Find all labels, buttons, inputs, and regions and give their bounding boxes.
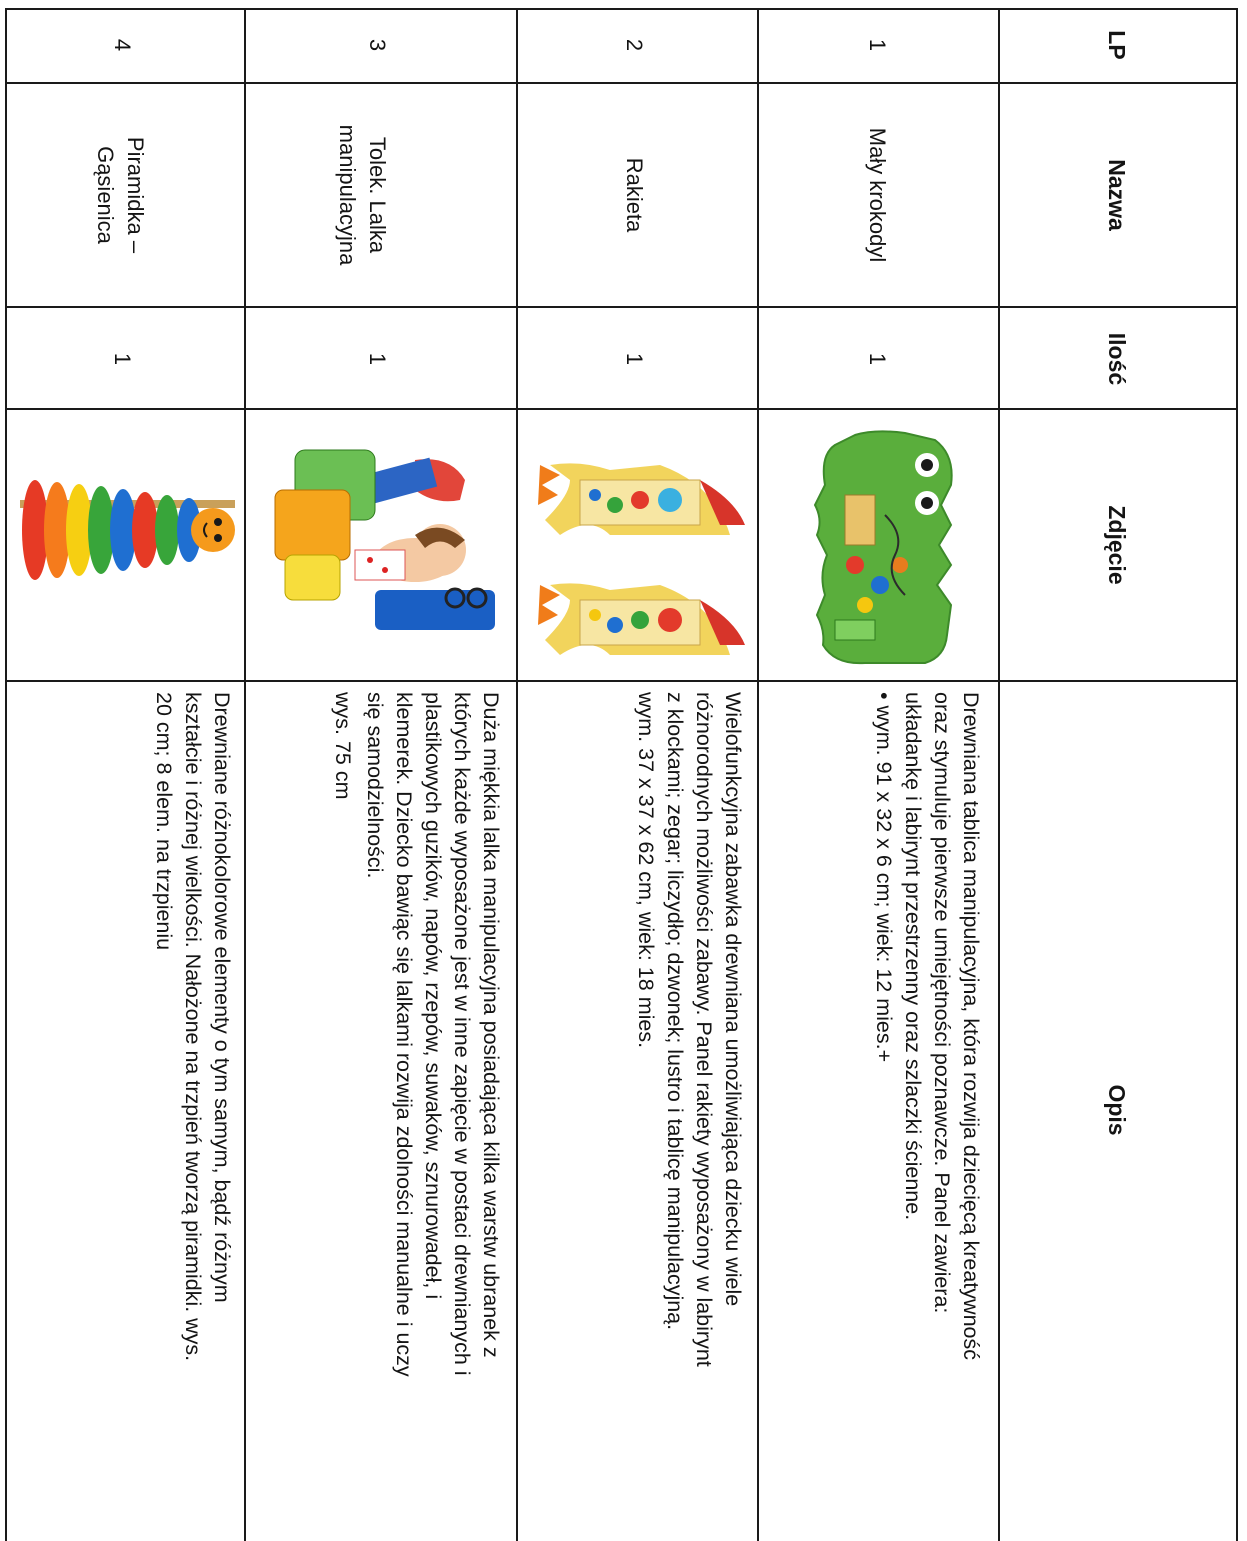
caterpillar-pyramid-image: [15, 475, 235, 585]
header-ilosc: Ilość: [1104, 332, 1130, 386]
row3-opis-line: się samodzielności.: [363, 692, 387, 879]
row3-opis-line: których każde wyposażone jest w inne zapięcie w postaci drewnianych i: [450, 692, 474, 1376]
row4-opis: [149, 692, 236, 1361]
header-opis: Opis: [1104, 1084, 1130, 1136]
row3-opis-line: Duża miękkia lalka manipulacyjna posiadająca kilka warstw ubranek z: [479, 692, 503, 1358]
table-border: [516, 8, 518, 1541]
row3-nazwa: [332, 95, 392, 295]
row3-lp: 3: [365, 38, 390, 52]
rocket-wall-panel-image: [530, 425, 750, 670]
table-border: [5, 680, 1237, 682]
row3-opis-line: klemerek. Dziecko bawiąc się lalkami rozwija zdolności manualne i uczy: [392, 692, 416, 1377]
table-border: [998, 8, 1000, 1541]
row1-opis-line: oraz stymuluje pierwsze umiejętności poznawcze. Panel zawiera:: [930, 692, 954, 1314]
crocodile-wall-panel-image: [805, 425, 960, 670]
row2-opis: [631, 692, 747, 1367]
row2-opis-line: wym. 37 x 37 x 62 cm, wiek: 18 mies.: [634, 692, 658, 1049]
table-border: [757, 8, 759, 1541]
header-zdjecie: Zdjęcie: [1104, 505, 1130, 585]
row3-opis: [328, 692, 505, 1377]
row1-nazwa: Mały krokodyl: [865, 127, 890, 263]
table-border: [5, 8, 7, 1541]
row3-nazwa-line1: Tolek. Lalka: [365, 136, 390, 254]
row1-opis-line: • wym. 91 x 32 x 6 cm; wiek: 12 mies.+: [872, 692, 896, 1063]
row3-opis-line: plastikowych guzików, napów, rzepów, suwaków, sznurowadeł, i: [421, 692, 445, 1300]
row4-lp: 4: [110, 38, 135, 52]
row2-nazwa: Rakieta: [622, 157, 647, 233]
row4-opis-line: kształcie i różnej wielkości. Nałożone na trzpień tworzą piramidki. wys.: [181, 692, 205, 1362]
row3-nazwa-line2: manipulacyjna: [335, 124, 360, 266]
row4-ilosc: 1: [110, 352, 135, 366]
row2-opis-line: Wielofunkcyjna zabawka drewniana umożliwiająca dziecku wiele: [721, 692, 745, 1307]
header-lp: LP: [1104, 30, 1130, 60]
table-border: [5, 306, 1237, 308]
row4-nazwa-line2: Gąsienica: [93, 146, 118, 244]
row1-opis: [869, 692, 985, 1360]
row1-opis-line: układankę i labirynt przestrzenny oraz szlaczki ścienne.: [901, 692, 925, 1221]
table-border: [5, 408, 1237, 410]
row4-opis-line: Drewniane różnokolorowe elementy o tym samym, bądź różnym: [210, 692, 234, 1303]
row1-lp: 1: [865, 38, 890, 52]
table-border: [5, 82, 1237, 84]
row3-opis-line: wys. 75 cm: [331, 692, 355, 800]
row1-ilosc: 1: [865, 352, 890, 366]
row3-ilosc: 1: [365, 352, 390, 366]
table-border: [1236, 8, 1238, 1541]
manipulative-doll-image: [265, 430, 505, 640]
header-nazwa: Nazwa: [1104, 159, 1130, 231]
row2-opis-line: różnorodnych możliwości zabawy. Panel rakiety wyposażony w labirynt: [692, 692, 716, 1367]
row2-ilosc: 1: [622, 352, 647, 366]
row2-lp: 2: [622, 38, 647, 52]
row2-opis-line: z klockami; zegar; liczydło; dzwonek; lustro i tablicę manipulacyjną.: [663, 692, 687, 1331]
row4-opis-line: 20 cm; 8 elem. na trzpieniu: [152, 692, 176, 951]
row4-nazwa-line1: Piramidka –: [123, 136, 148, 254]
table-border: [244, 8, 246, 1541]
row1-opis-line: Drewniana tablica manipulacyjna, która rozwija dziecięcą kreatywność: [959, 692, 983, 1361]
row4-nazwa: [90, 95, 150, 295]
